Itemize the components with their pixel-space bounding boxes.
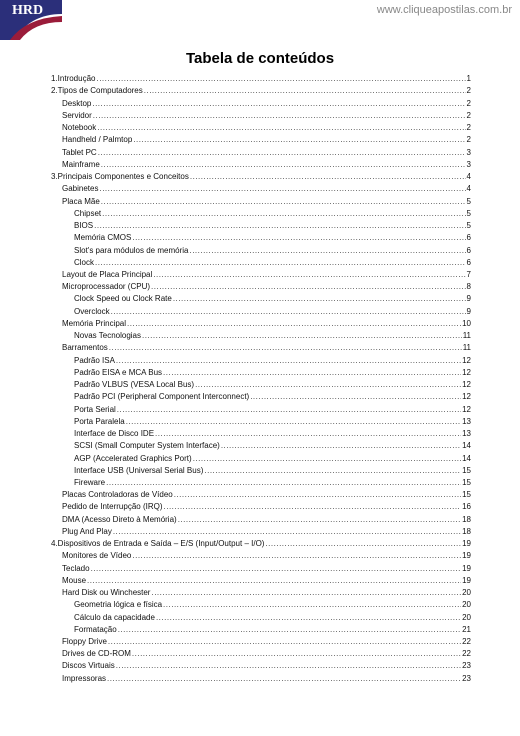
toc-dot-leader [94,221,465,230]
toc-entry[interactable] [51,132,471,144]
toc-entry-page: 23 [462,673,471,683]
toc-entry-title: 4.Dispositivos de Entrada e Saída – E/S (Input/Output – I/O) [51,539,265,549]
toc-entry-title: Padrão ISA [74,355,115,365]
toc-entry[interactable] [51,646,471,658]
toc-entry-page: 9 [466,294,471,304]
toc-dot-leader [102,209,465,218]
toc-entry-page: 12 [462,380,471,390]
toc-entry-title: Clock [74,257,95,267]
toc-entry-page: 18 [462,526,471,536]
toc-entry-page: 19 [462,551,471,561]
toc-entry-page: 6 [466,245,471,255]
toc-dot-leader [96,74,465,83]
toc-dot-leader [117,405,461,414]
toc-dot-leader [174,490,461,499]
toc-entry[interactable] [51,438,471,450]
toc-dot-leader [133,135,465,144]
toc-dot-leader [101,160,466,169]
toc-entry-title: Discos Virtuais [62,661,115,671]
toc-dot-leader [204,466,461,475]
toc-dot-leader [265,539,461,548]
toc-dot-leader [101,197,466,206]
toc-dot-leader [156,613,461,622]
toc-entry-page: 21 [462,624,471,634]
toc-entry-title: Overclock [74,306,110,316]
toc-entry-page: 14 [462,453,471,463]
toc-dot-leader [221,441,461,450]
toc-entry-title: Layout de Placa Principal [62,269,153,279]
toc-dot-leader [132,649,461,658]
toc-dot-leader [98,148,466,157]
toc-dot-leader [116,356,461,365]
toc-dot-leader [108,637,461,646]
toc-entry-page: 12 [462,355,471,365]
toc-entry-title: Placa Mãe [62,196,100,206]
toc-entry[interactable] [51,536,471,548]
toc-entry-title: Handheld / Palmtop [62,135,133,145]
toc-entry-page: 23 [462,661,471,671]
toc-dot-leader [107,674,461,683]
toc-entry-title: Memória Principal [62,318,127,328]
toc-entry-page: 7 [466,269,471,279]
toc-entry-title: Drives de CD-ROM [62,649,131,659]
page-title: Tabela de conteúdos [185,50,335,67]
toc-entry-page: 2 [466,135,471,145]
toc-entry-title: Plug And Play [62,526,112,536]
toc-entry[interactable] [51,169,471,181]
toc-entry-page: 19 [462,575,471,585]
toc-dot-leader [126,417,461,426]
toc-entry-page: 12 [462,367,471,377]
toc-entry[interactable] [51,463,471,475]
toc-entry-title: Chipset [74,208,102,218]
toc-entry-title: 3.Principais Componentes e Conceitos [51,172,189,182]
toc-entry[interactable] [51,303,471,315]
toc-dot-leader [116,661,461,670]
toc-entry[interactable] [51,414,471,426]
toc-entry-title: Padrão VLBUS (VESA Local Bus) [74,380,195,390]
toc-entry-page: 6 [466,233,471,243]
toc-entry-title: Porta Paralela [74,416,125,426]
toc-dot-leader [87,576,461,585]
toc-entry-title: Monitores de Vídeo [62,551,132,561]
toc-dot-leader [92,99,465,108]
table-of-contents [51,71,471,683]
toc-entry-title: Padrão EISA e MCA Bus [74,367,163,377]
toc-entry-title: Gabinetes [62,184,99,194]
toc-dot-leader [190,172,466,181]
toc-dot-leader [113,527,461,536]
toc-entry-page: 22 [462,649,471,659]
toc-entry-title: Geometria lógica e física [74,600,163,610]
toc-entry[interactable] [51,401,471,413]
toc-dot-leader [111,307,466,316]
toc-entry-page: 11 [462,343,471,353]
toc-entry[interactable] [51,365,471,377]
toc-entry-page: 11 [462,331,471,341]
toc-entry-page: 15 [462,490,471,500]
toc-entry-page: 3 [466,147,471,157]
toc-entry-title: Placas Controladoras de Vídeo [62,490,173,500]
toc-entry-page: 2 [466,110,471,120]
toc-entry-page: 8 [466,282,471,292]
toc-dot-leader [91,564,462,573]
toc-entry-page: 13 [462,416,471,426]
toc-entry[interactable] [51,487,471,499]
toc-dot-leader [142,331,462,340]
toc-dot-leader [144,86,466,95]
toc-entry[interactable] [51,95,471,107]
toc-entry[interactable] [51,108,471,120]
toc-entry-title: Tablet PC [62,147,97,157]
toc-dot-leader [109,343,462,352]
toc-entry-page: 12 [462,404,471,414]
toc-entry-title: 1.Introdução [51,74,96,84]
toc-entry[interactable] [51,71,471,83]
toc-entry-title: Slot's para módulos de memória [74,245,189,255]
toc-entry[interactable] [51,634,471,646]
toc-dot-leader [151,588,461,597]
toc-entry-page: 5 [466,221,471,231]
toc-entry[interactable] [51,218,471,230]
toc-entry[interactable] [51,389,471,401]
toc-dot-leader [163,600,461,609]
toc-entry[interactable] [51,670,471,682]
toc-entry-title: Barramentos [62,343,108,353]
toc-entry[interactable] [51,475,471,487]
toc-entry-title: Interface USB (Universal Serial Bus) [74,465,204,475]
toc-entry[interactable] [51,450,471,462]
toc-entry[interactable] [51,255,471,267]
toc-entry[interactable] [51,279,471,291]
toc-entry-title: Formatação [74,624,117,634]
toc-entry[interactable] [51,499,471,511]
toc-dot-leader [164,502,462,511]
toc-entry[interactable] [51,144,471,156]
toc-entry-title: Pedido de Interrupção (IRQ) [62,502,163,512]
toc-entry[interactable] [51,328,471,340]
toc-entry-page: 20 [462,600,471,610]
toc-entry-page: 16 [462,502,471,512]
toc-entry-page: 14 [462,441,471,451]
toc-dot-leader [189,246,465,255]
toc-entry-title: 2.Tipos de Computadores [51,86,143,96]
toc-entry-page: 15 [462,477,471,487]
toc-entry-title: Mainframe [62,159,100,169]
toc-entry[interactable] [51,560,471,572]
toc-entry[interactable] [51,340,471,352]
toc-entry[interactable] [51,511,471,523]
toc-dot-leader [118,625,461,634]
toc-entry[interactable] [51,352,471,364]
toc-dot-leader [99,184,465,193]
toc-entry-title: Desktop [62,98,92,108]
toc-entry-title: Notebook [62,123,97,133]
toc-entry-title: Impressoras [62,673,107,683]
toc-dot-leader [95,258,466,267]
toc-entry-page: 10 [462,318,471,328]
toc-entry-title: Novas Tecnologias [74,331,142,341]
toc-entry-title: Servidor [62,110,92,120]
site-url: www.cliqueapostilas.com.br [376,4,512,16]
toc-entry-page: 4 [466,172,471,182]
toc-entry[interactable] [51,193,471,205]
toc-entry-title: Fireware [74,477,106,487]
toc-entry-page: 19 [462,539,471,549]
toc-entry[interactable] [51,230,471,242]
toc-entry-page: 3 [466,159,471,169]
toc-entry-page: 1 [466,74,471,84]
toc-entry[interactable] [51,658,471,670]
toc-entry-title: Microprocessador (CPU) [62,282,151,292]
toc-dot-leader [132,551,461,560]
toc-entry[interactable] [51,157,471,169]
toc-entry-page: 15 [462,465,471,475]
toc-entry[interactable] [51,585,471,597]
toc-entry-page: 22 [462,637,471,647]
toc-entry-page: 12 [462,392,471,402]
toc-entry[interactable] [51,548,471,560]
toc-dot-leader [195,380,461,389]
toc-entry[interactable] [51,426,471,438]
toc-entry-title: AGP (Accelerated Graphics Port) [74,453,192,463]
toc-entry[interactable] [51,316,471,328]
toc-entry-title: Floppy Drive [62,637,107,647]
toc-dot-leader [97,123,465,132]
toc-entry-title: Hard Disk ou Winchester [62,588,151,598]
toc-entry-title: DMA (Acesso Direto à Memória) [62,514,177,524]
toc-entry-title: Clock Speed ou Clock Rate [74,294,172,304]
toc-entry[interactable] [51,83,471,95]
toc-entry-title: BIOS [74,221,94,231]
toc-entry-title: Mouse [62,575,87,585]
toc-entry[interactable] [51,206,471,218]
toc-entry[interactable] [51,573,471,585]
toc-entry-page: 20 [462,588,471,598]
toc-dot-leader [93,111,466,120]
toc-entry-page: 18 [462,514,471,524]
toc-entry-title: Memória CMOS [74,233,132,243]
toc-entry-page: 4 [466,184,471,194]
toc-entry[interactable] [51,242,471,254]
hrd-logo [0,0,62,40]
toc-entry[interactable] [51,622,471,634]
toc-entry-title: Padrão PCI (Peripheral Component Interconnect) [74,392,250,402]
toc-entry[interactable] [51,291,471,303]
logo-text: HRD [12,3,44,18]
toc-dot-leader [193,454,461,463]
toc-entry-title: SCSI (Small Computer System Interface) [74,441,220,451]
toc-dot-leader [132,233,465,242]
toc-dot-leader [106,478,461,487]
toc-entry[interactable] [51,524,471,536]
toc-entry[interactable] [51,181,471,193]
toc-entry-page: 5 [466,196,471,206]
toc-entry-title: Interface de Disco IDE [74,429,155,439]
toc-entry[interactable] [51,597,471,609]
toc-entry-title: Cálculo da capacidade [74,612,155,622]
toc-entry-page: 2 [466,123,471,133]
toc-dot-leader [127,319,461,328]
toc-dot-leader [173,294,466,303]
toc-dot-leader [178,515,461,524]
toc-dot-leader [153,270,465,279]
toc-entry[interactable] [51,609,471,621]
toc-entry-page: 6 [466,257,471,267]
toc-dot-leader [155,429,461,438]
toc-entry[interactable] [51,267,471,279]
toc-entry-page: 19 [462,563,471,573]
toc-entry-page: 13 [462,429,471,439]
toc-entry-page: 2 [466,98,471,108]
toc-entry-page: 2 [466,86,471,96]
toc-dot-leader [163,368,461,377]
toc-entry-page: 20 [462,612,471,622]
toc-entry[interactable] [51,377,471,389]
toc-entry-page: 5 [466,208,471,218]
toc-dot-leader [250,392,461,401]
toc-entry-page: 9 [466,306,471,316]
toc-dot-leader [151,282,466,291]
toc-entry-title: Porta Serial [74,404,116,414]
toc-entry[interactable] [51,120,471,132]
toc-entry-title: Teclado [62,563,90,573]
